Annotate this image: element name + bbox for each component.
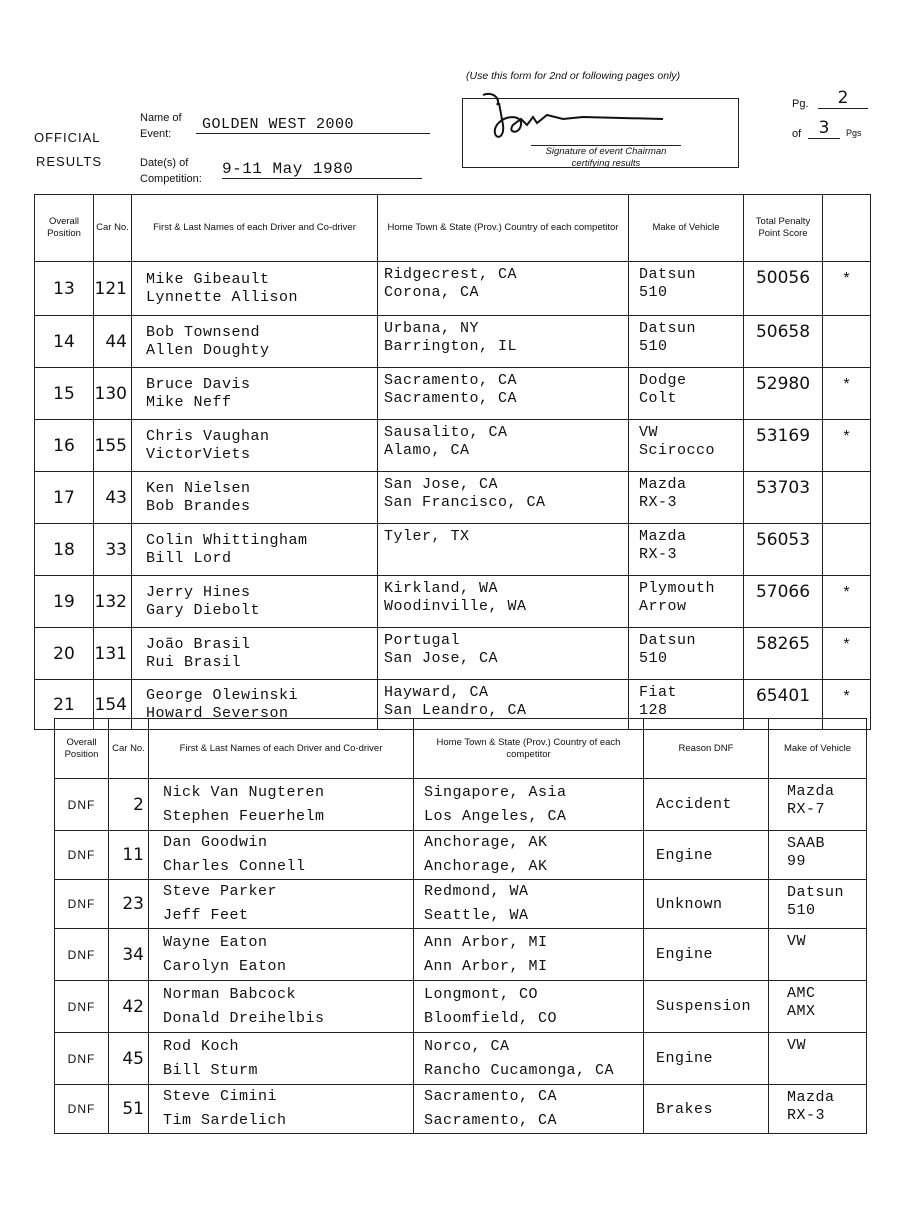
hometown-cell bbox=[378, 316, 629, 368]
results-header-row bbox=[35, 195, 871, 262]
results-row bbox=[35, 368, 871, 420]
vehicle-make: VW bbox=[639, 424, 659, 441]
codriver-hometown: Rancho Cucamonga, CA bbox=[424, 1061, 615, 1079]
position-cell: 20 bbox=[35, 628, 94, 680]
car-number-cell: 130 bbox=[94, 368, 132, 420]
driver-name: Chris Vaughan bbox=[146, 427, 270, 445]
dnf-names-cell bbox=[149, 1033, 414, 1085]
dnf-make-cell bbox=[769, 1085, 867, 1134]
driver-hometown: Singapore, Asia bbox=[424, 783, 567, 801]
position-cell: 17 bbox=[35, 472, 94, 524]
vehicle-make: Fiat bbox=[639, 684, 678, 701]
driver-hometown: Tyler, TX bbox=[384, 528, 470, 545]
dnf-make-cell bbox=[769, 880, 867, 929]
penalty-score-cell: 52980 bbox=[744, 368, 823, 420]
hometown-cell bbox=[378, 576, 629, 628]
penalty-score-cell: 50658 bbox=[744, 316, 823, 368]
vehicle-make: SAAB bbox=[787, 835, 826, 852]
driver-hometown: Sacramento, CA bbox=[384, 372, 518, 389]
codriver-hometown: Woodinville, WA bbox=[384, 598, 527, 615]
dnf-header-names: First & Last Names of each Driver and Co-driver bbox=[149, 719, 414, 779]
codriver-name: Bob Brandes bbox=[146, 497, 251, 515]
competition-dates: 9-11 May 1980 bbox=[222, 160, 422, 179]
asterisk-mark: * bbox=[823, 368, 871, 420]
position-cell: 18 bbox=[35, 524, 94, 576]
dnf-header-make: Make of Vehicle bbox=[769, 719, 867, 779]
codriver-name: Stephen Feuerhelm bbox=[163, 807, 325, 825]
vehicle-make: Datsun bbox=[787, 884, 845, 901]
driver-hometown: Redmond, WA bbox=[424, 883, 529, 900]
results-row bbox=[35, 524, 871, 576]
header-make: Make of Vehicle bbox=[629, 195, 744, 262]
dnf-make-cell bbox=[769, 831, 867, 880]
car-number-cell: 43 bbox=[94, 472, 132, 524]
results-row bbox=[35, 472, 871, 524]
driver-name: Norman Babcock bbox=[163, 985, 297, 1003]
dnf-position-cell: DNF bbox=[55, 981, 109, 1033]
asterisk-mark: * bbox=[823, 420, 871, 472]
header-names: First & Last Names of each Driver and Co-driver bbox=[132, 195, 378, 262]
dnf-reason-cell: Suspension bbox=[644, 981, 769, 1033]
dnf-position-cell: DNF bbox=[55, 831, 109, 880]
names-cell bbox=[132, 316, 378, 368]
dnf-make-cell bbox=[769, 981, 867, 1033]
driver-hometown: Ridgecrest, CA bbox=[384, 266, 518, 283]
hometown-cell bbox=[378, 628, 629, 680]
driver-name: Colin Whittingham bbox=[146, 531, 308, 549]
vehicle-make: Datsun bbox=[639, 320, 697, 337]
dnf-names-cell bbox=[149, 831, 414, 880]
driver-name: Wayne Eaton bbox=[163, 933, 268, 951]
results-row bbox=[35, 628, 871, 680]
of-label: of bbox=[792, 128, 802, 140]
driver-hometown: Sacramento, CA bbox=[424, 1088, 558, 1105]
make-cell bbox=[629, 316, 744, 368]
dnf-car-number-cell: 45 bbox=[109, 1033, 149, 1085]
asterisk-mark bbox=[823, 316, 871, 368]
vehicle-model: 510 bbox=[639, 650, 668, 667]
dnf-reason-cell: Engine bbox=[644, 1033, 769, 1085]
names-cell bbox=[132, 576, 378, 628]
driver-name: George Olewinski bbox=[146, 686, 299, 704]
codriver-name: Carolyn Eaton bbox=[163, 957, 287, 975]
names-cell bbox=[132, 420, 378, 472]
dnf-hometown-cell bbox=[414, 831, 644, 880]
pages-label: Pgs bbox=[846, 128, 862, 138]
header-mark bbox=[823, 195, 871, 262]
hometown-cell bbox=[378, 524, 629, 576]
asterisk-mark: * bbox=[823, 628, 871, 680]
codriver-name: Lynnette Allison bbox=[146, 288, 299, 306]
vehicle-make: Plymouth bbox=[639, 580, 716, 597]
vehicle-make: Datsun bbox=[639, 632, 697, 649]
codriver-hometown: Sacramento, CA bbox=[384, 390, 518, 407]
dnf-reason-cell: Engine bbox=[644, 831, 769, 880]
name-of-label: Name of bbox=[140, 112, 182, 124]
names-cell bbox=[132, 472, 378, 524]
penalty-score-cell: 53169 bbox=[744, 420, 823, 472]
event-label: Event: bbox=[140, 128, 172, 140]
event-name: GOLDEN WEST 2000 bbox=[196, 116, 430, 134]
vehicle-model: RX-3 bbox=[787, 1107, 826, 1124]
vehicle-make: Mazda bbox=[639, 528, 687, 545]
total-pages: 3 bbox=[808, 118, 840, 139]
codriver-hometown: Los Angeles, CA bbox=[424, 807, 567, 825]
dnf-row bbox=[55, 831, 867, 880]
codriver-name: Allen Doughty bbox=[146, 341, 270, 359]
make-cell bbox=[629, 628, 744, 680]
dnf-row bbox=[55, 981, 867, 1033]
hometown-cell bbox=[378, 472, 629, 524]
make-cell bbox=[629, 262, 744, 316]
dates-of-label: Date(s) of bbox=[140, 157, 189, 169]
dnf-names-cell bbox=[149, 779, 414, 831]
penalty-score-cell: 56053 bbox=[744, 524, 823, 576]
driver-name: Ken Nielsen bbox=[146, 479, 251, 497]
position-cell: 21 bbox=[35, 680, 94, 730]
driver-name: Steve Parker bbox=[163, 883, 278, 900]
driver-name: Jerry Hines bbox=[146, 583, 251, 601]
driver-hometown: Anchorage, AK bbox=[424, 834, 548, 851]
codriver-name: Bill Lord bbox=[146, 549, 232, 567]
vehicle-model: Scirocco bbox=[639, 442, 716, 459]
vehicle-model: 510 bbox=[639, 284, 668, 301]
dnf-car-number-cell: 11 bbox=[109, 831, 149, 880]
header-position: Overall Position bbox=[35, 195, 94, 262]
results-row bbox=[35, 316, 871, 368]
dnf-hometown-cell bbox=[414, 1085, 644, 1134]
dnf-table bbox=[54, 718, 867, 1134]
vehicle-model: AMX bbox=[787, 1003, 816, 1020]
dnf-position-cell: DNF bbox=[55, 929, 109, 981]
vehicle-make: VW bbox=[787, 933, 807, 950]
asterisk-mark: * bbox=[823, 262, 871, 316]
codriver-name: Bill Sturm bbox=[163, 1061, 259, 1079]
driver-hometown: San Jose, CA bbox=[384, 476, 499, 493]
codriver-name: Tim Sardelich bbox=[163, 1112, 287, 1129]
codriver-name: Charles Connell bbox=[163, 858, 306, 875]
dnf-hometown-cell bbox=[414, 929, 644, 981]
vehicle-model: Colt bbox=[639, 390, 678, 407]
asterisk-mark bbox=[823, 524, 871, 576]
dnf-make-cell bbox=[769, 1033, 867, 1085]
dnf-names-cell bbox=[149, 1085, 414, 1134]
driver-hometown: Ann Arbor, MI bbox=[424, 933, 548, 951]
dnf-row bbox=[55, 1085, 867, 1134]
results-row bbox=[35, 262, 871, 316]
dnf-header-car: Car No. bbox=[109, 719, 149, 779]
driver-name: Dan Goodwin bbox=[163, 834, 268, 851]
results-label: RESULTS bbox=[36, 154, 102, 169]
vehicle-make: VW bbox=[787, 1037, 807, 1054]
codriver-hometown: San Jose, CA bbox=[384, 650, 499, 667]
header-score: Total Penalty Point Score bbox=[744, 195, 823, 262]
driver-hometown: Longmont, CO bbox=[424, 985, 539, 1003]
codriver-name: Jeff Feet bbox=[163, 907, 249, 924]
names-cell bbox=[132, 368, 378, 420]
competition-label: Competition: bbox=[140, 173, 202, 185]
codriver-name: Howard Severson bbox=[146, 704, 289, 722]
dnf-row bbox=[55, 880, 867, 929]
driver-name: João Brasil bbox=[146, 635, 251, 653]
names-cell bbox=[132, 524, 378, 576]
dnf-row bbox=[55, 929, 867, 981]
make-cell bbox=[629, 472, 744, 524]
driver-name: Mike Gibeault bbox=[146, 270, 270, 288]
codriver-hometown: Seattle, WA bbox=[424, 907, 529, 924]
vehicle-model: RX-3 bbox=[639, 546, 678, 563]
vehicle-model: 510 bbox=[787, 902, 816, 919]
codriver-name: Rui Brasil bbox=[146, 653, 242, 671]
dnf-header-hometown: Home Town & State (Prov.) Country of each competitor bbox=[414, 719, 644, 779]
dnf-car-number-cell: 2 bbox=[109, 779, 149, 831]
car-number-cell: 121 bbox=[94, 262, 132, 316]
vehicle-model: 128 bbox=[639, 702, 668, 719]
results-row bbox=[35, 420, 871, 472]
position-cell: 19 bbox=[35, 576, 94, 628]
header-hometown: Home Town & State (Prov.) Country of each competitor bbox=[378, 195, 629, 262]
dnf-position-cell: DNF bbox=[55, 779, 109, 831]
codriver-hometown: Barrington, IL bbox=[384, 338, 518, 355]
driver-hometown: Hayward, CA bbox=[384, 684, 489, 701]
results-row bbox=[35, 576, 871, 628]
position-cell: 13 bbox=[35, 262, 94, 316]
dnf-reason-cell: Brakes bbox=[644, 1085, 769, 1134]
vehicle-make: Mazda bbox=[639, 476, 687, 493]
vehicle-make: Datsun bbox=[639, 266, 697, 283]
dnf-make-cell bbox=[769, 779, 867, 831]
dnf-car-number-cell: 51 bbox=[109, 1085, 149, 1134]
car-number-cell: 154 bbox=[94, 680, 132, 730]
hometown-cell bbox=[378, 368, 629, 420]
dnf-names-cell bbox=[149, 880, 414, 929]
driver-name: Bob Townsend bbox=[146, 323, 261, 341]
vehicle-model: Arrow bbox=[639, 598, 687, 615]
codriver-name: VictorViets bbox=[146, 445, 251, 463]
header-car: Car No. bbox=[94, 195, 132, 262]
asterisk-mark: * bbox=[823, 576, 871, 628]
penalty-score-cell: 50056 bbox=[744, 262, 823, 316]
dnf-hometown-cell bbox=[414, 981, 644, 1033]
driver-name: Nick Van Nugteren bbox=[163, 783, 325, 801]
car-number-cell: 132 bbox=[94, 576, 132, 628]
dnf-row bbox=[55, 1033, 867, 1085]
driver-hometown: Sausalito, CA bbox=[384, 424, 508, 441]
codriver-name: Donald Dreihelbis bbox=[163, 1009, 325, 1027]
asterisk-mark: * bbox=[823, 680, 871, 730]
codriver-hometown: Alamo, CA bbox=[384, 442, 470, 459]
dnf-position-cell: DNF bbox=[55, 880, 109, 929]
dnf-reason-cell: Accident bbox=[644, 779, 769, 831]
dnf-hometown-cell bbox=[414, 779, 644, 831]
dnf-position-cell: DNF bbox=[55, 1033, 109, 1085]
driver-name: Bruce Davis bbox=[146, 375, 251, 393]
signature-box bbox=[462, 98, 739, 168]
vehicle-model: RX-7 bbox=[787, 801, 826, 818]
make-cell bbox=[629, 420, 744, 472]
page-number: 2 bbox=[818, 88, 868, 109]
dnf-row bbox=[55, 779, 867, 831]
signature-scribble-icon bbox=[463, 85, 733, 145]
codriver-hometown: Ann Arbor, MI bbox=[424, 957, 548, 975]
vehicle-model: 99 bbox=[787, 853, 807, 870]
dnf-header-position: Overall Position bbox=[55, 719, 109, 779]
dnf-position-cell: DNF bbox=[55, 1085, 109, 1134]
car-number-cell: 131 bbox=[94, 628, 132, 680]
codriver-name: Gary Diebolt bbox=[146, 601, 261, 619]
driver-hometown: Portugal bbox=[384, 632, 461, 649]
penalty-score-cell: 53703 bbox=[744, 472, 823, 524]
codriver-hometown: Bloomfield, CO bbox=[424, 1009, 558, 1027]
driver-hometown: Urbana, NY bbox=[384, 320, 480, 337]
position-cell: 14 bbox=[35, 316, 94, 368]
driver-hometown: Norco, CA bbox=[424, 1037, 510, 1055]
dnf-hometown-cell bbox=[414, 880, 644, 929]
form-usage-note: (Use this form for 2nd or following pages only) bbox=[466, 70, 681, 82]
dnf-header-reason: Reason DNF bbox=[644, 719, 769, 779]
codriver-hometown: San Leandro, CA bbox=[384, 702, 527, 719]
dnf-reason-cell: Engine bbox=[644, 929, 769, 981]
vehicle-make: Mazda bbox=[787, 783, 835, 800]
position-cell: 16 bbox=[35, 420, 94, 472]
penalty-score-cell: 65401 bbox=[744, 680, 823, 730]
vehicle-model: 510 bbox=[639, 338, 668, 355]
names-cell bbox=[132, 628, 378, 680]
dnf-names-cell bbox=[149, 981, 414, 1033]
hometown-cell bbox=[378, 420, 629, 472]
car-number-cell: 44 bbox=[94, 316, 132, 368]
penalty-score-cell: 58265 bbox=[744, 628, 823, 680]
make-cell bbox=[629, 368, 744, 420]
dnf-header-row bbox=[55, 719, 867, 779]
results-table bbox=[34, 194, 871, 730]
car-number-cell: 155 bbox=[94, 420, 132, 472]
names-cell bbox=[132, 262, 378, 316]
codriver-hometown: San Francisco, CA bbox=[384, 494, 546, 511]
make-cell bbox=[629, 576, 744, 628]
make-cell bbox=[629, 524, 744, 576]
dnf-reason-cell: Unknown bbox=[644, 880, 769, 929]
dnf-car-number-cell: 42 bbox=[109, 981, 149, 1033]
asterisk-mark bbox=[823, 472, 871, 524]
car-number-cell: 33 bbox=[94, 524, 132, 576]
vehicle-make: Mazda bbox=[787, 1089, 835, 1106]
dnf-hometown-cell bbox=[414, 1033, 644, 1085]
page-label: Pg. bbox=[792, 98, 809, 110]
codriver-hometown: Sacramento, CA bbox=[424, 1112, 558, 1129]
vehicle-model: RX-3 bbox=[639, 494, 678, 511]
dnf-car-number-cell: 34 bbox=[109, 929, 149, 981]
official-label: OFFICIAL bbox=[34, 130, 101, 145]
driver-name: Rod Koch bbox=[163, 1037, 240, 1055]
position-cell: 15 bbox=[35, 368, 94, 420]
driver-name: Steve Cimini bbox=[163, 1088, 278, 1105]
dnf-car-number-cell: 23 bbox=[109, 880, 149, 929]
hometown-cell bbox=[378, 262, 629, 316]
dnf-names-cell bbox=[149, 929, 414, 981]
penalty-score-cell: 57066 bbox=[744, 576, 823, 628]
dnf-make-cell bbox=[769, 929, 867, 981]
driver-hometown: Kirkland, WA bbox=[384, 580, 499, 597]
codriver-name: Mike Neff bbox=[146, 393, 232, 411]
codriver-hometown: Anchorage, AK bbox=[424, 858, 548, 875]
codriver-hometown: Corona, CA bbox=[384, 284, 480, 301]
vehicle-make: Dodge bbox=[639, 372, 687, 389]
signature-caption: Signature of event Chairman certifying results bbox=[531, 145, 681, 170]
vehicle-make: AMC bbox=[787, 985, 816, 1002]
